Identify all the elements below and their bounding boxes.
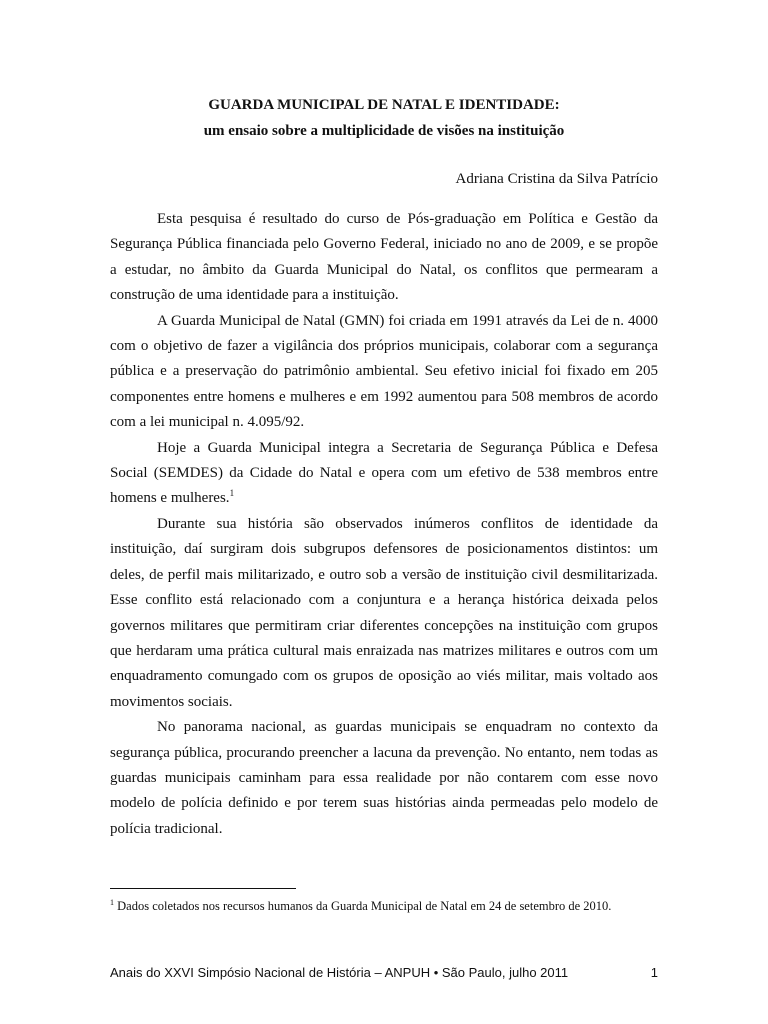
footnote-number: 1	[110, 897, 114, 907]
footnote-divider	[110, 888, 296, 889]
author-name: Adriana Cristina da Silva Patrício	[455, 171, 658, 187]
footer-citation: Anais do XXVI Simpósio Nacional de História – ANPUH • São Paulo, julho 2011	[110, 965, 569, 980]
paper-subtitle: um ensaio sobre a multiplicidade de visões na instituição	[203, 123, 565, 139]
paragraph-4: Durante sua história são observados inúmeros conflitos de identidade da instituição, daí surgiram dois subgrupos defensores de posicionamentos distintos: um deles, de perfil mais militarizado, e outro sob a versão de instituição civil desmilitarizada. Esse conflito está relacionado com a conjuntura e a herança histórica deixada pelos governos militares que permitiram criar diferentes concepções na instituição com grupos que herdaram uma prática cultural mais enraizada nas matrizes militares e outros com um enquadramento comungado com os grupos de oposição ao viés militar, mais voltado aos movimentos sociais.	[110, 515, 658, 710]
footnote-text: Dados coletados nos recursos humanos da Guarda Municipal de Natal em 24 de setembro de 2010.	[114, 899, 612, 913]
paragraph-3-text: Hoje a Guarda Municipal integra a Secretaria de Segurança Pública e Defesa Social (SEMDES) da Cidade do Natal e opera com um efetivo de 538 membros entre homens e mulheres.	[110, 439, 658, 507]
footnote-reference[interactable]: 1	[229, 488, 235, 499]
page-number: 1	[650, 965, 658, 980]
footnote	[110, 897, 670, 915]
title-block	[110, 92, 658, 144]
paper-title: GUARDA MUNICIPAL DE NATAL E IDENTIDADE:	[208, 97, 560, 113]
paragraph-1: Esta pesquisa é resultado do curso de Pós-graduação em Política e Gestão da Segurança Pública financiada pelo Governo Federal, iniciado no ano de 2009, e se propõe a estudar, no âmbito da Guarda Municipal do Natal, os conflitos que permearam a construção de uma identidade para a instituição.	[110, 211, 658, 304]
paragraph-3	[110, 436, 658, 512]
body-text	[110, 207, 658, 842]
page-footer	[110, 964, 658, 982]
paragraph-5: No panorama nacional, as guardas municipais se enquadram no contexto da segurança pública, procurando preencher a lacuna da prevenção. No entanto, nem todas as guardas municipais caminham para essa realidade por não contarem com esse novo modelo de polícia definido e por terem suas histórias ainda permeadas pelo modelo de polícia tradicional.	[110, 719, 658, 837]
paragraph-2: A Guarda Municipal de Natal (GMN) foi criada em 1991 através da Lei de n. 4000 com o objetivo de fazer a vigilância dos próprios municipais, colaborar com a segurança pública e a preservação do patrimônio ambiental. Seu efetivo inicial foi fixado em 205 componentes entre homens e mulheres e em 1992 aumentou para 508 membros de acordo com a lei municipal n. 4.095/92.	[110, 312, 658, 431]
